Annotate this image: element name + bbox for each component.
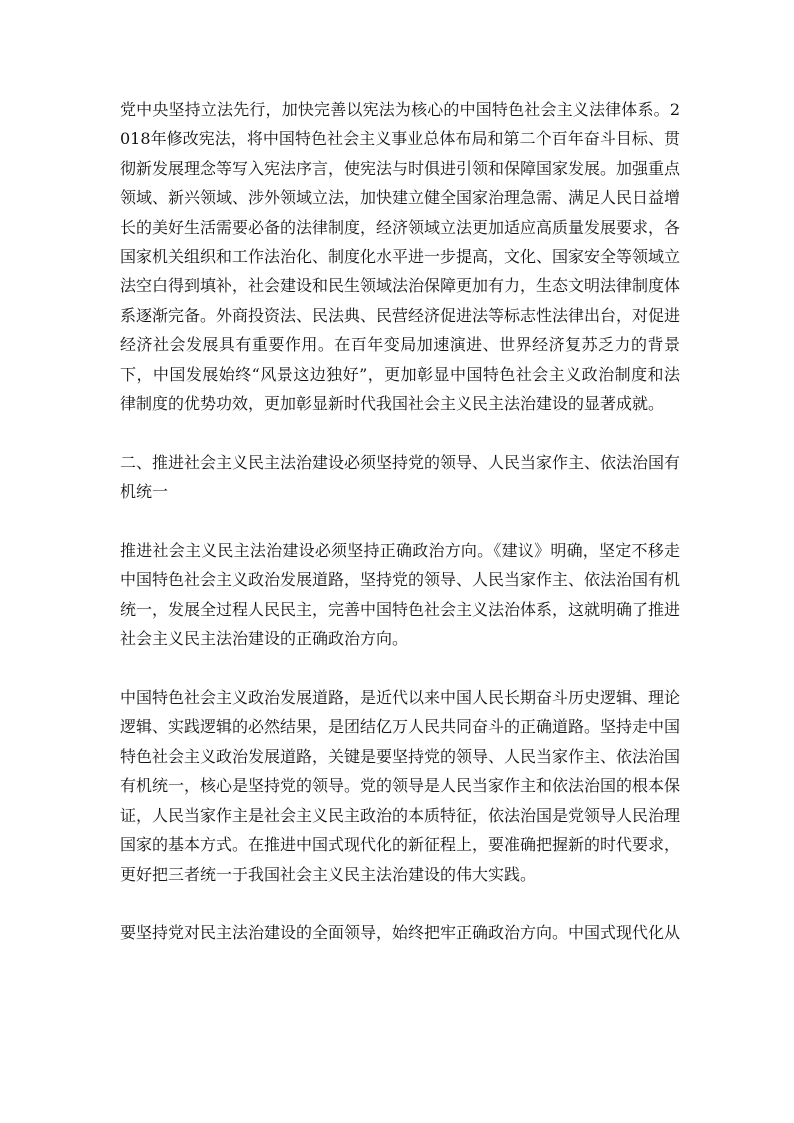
document-body bbox=[120, 95, 680, 948]
section-heading-two: 二、推进社会主义民主法治建设必须坚持党的领导、人民当家作主、依法治国有机统一 bbox=[120, 452, 681, 502]
paragraph-development-path: 中国特色社会主义政治发展道路，是近代以来中国人民长期奋斗历史逻辑、理论逻辑、实践逻辑的必然结果，是团结亿万人民共同奋斗的正确道路。坚持走中国特色社会主义政治发展道路，关键是要坚持党的领导、人民当家作主、依法治国有机统一，核心是坚持党的领导。党的领导是人民当家作主和依法治国的根本保证，人民当家作主是社会主义民主政治的本质特征，依法治国是党领导人民治理国家的基本方式。在推进中国式现代化的新征程上，要准确把握新的时代要求，更好把三者统一于我国社会主义民主法治建设的伟大实践。 bbox=[120, 688, 681, 884]
paragraph-political-direction: 推进社会主义民主法治建设必须坚持正确政治方向。《建议》明确，坚定不移走中国特色社会主义政治发展道路，坚持党的领导、人民当家作主、依法治国有机统一，发展全过程人民民主，完善中国特色社会主义法治体系，这就明确了推进社会主义民主法治建设的正确政治方向。 bbox=[120, 541, 681, 649]
paragraph-party-leadership: 要坚持党对民主法治建设的全面领导，始终把牢正确政治方向。中国式现代化从 bbox=[120, 923, 681, 943]
paragraph-legislation-achievements: 党中央坚持立法先行，加快完善以宪法为核心的中国特色社会主义法律体系。2018年修改宪法，将中国特色社会主义事业总体布局和第二个百年奋斗目标、贯彻新发展理念等写入宪法序言，使宪法与时俱进引领和保障国家发展。加强重点领域、新兴领域、涉外领域立法，加快建立健全国家治理急需、满足人民日益增长的美好生活需要必备的法律制度，经济领域立法更加适应高质量发展要求，各国家机关组织和工作法治化、制度化水平进一步提高，文化、国家安全等领域立法空白得到填补，社会建设和民生领域法治保障更加有力，生态文明法律制度体系逐渐完备。外商投资法、民法典、民营经济促进法等标志性法律出台，对促进经济社会发展具有重要作用。在百年变局加速演进、世界经济复苏乏力的背景下，中国发展始终“风景这边独好”，更加彰显中国特色社会主义政治制度和法律制度的优势功效，更加彰显新时代我国社会主义民主法治建设的显著成就。 bbox=[120, 100, 681, 414]
